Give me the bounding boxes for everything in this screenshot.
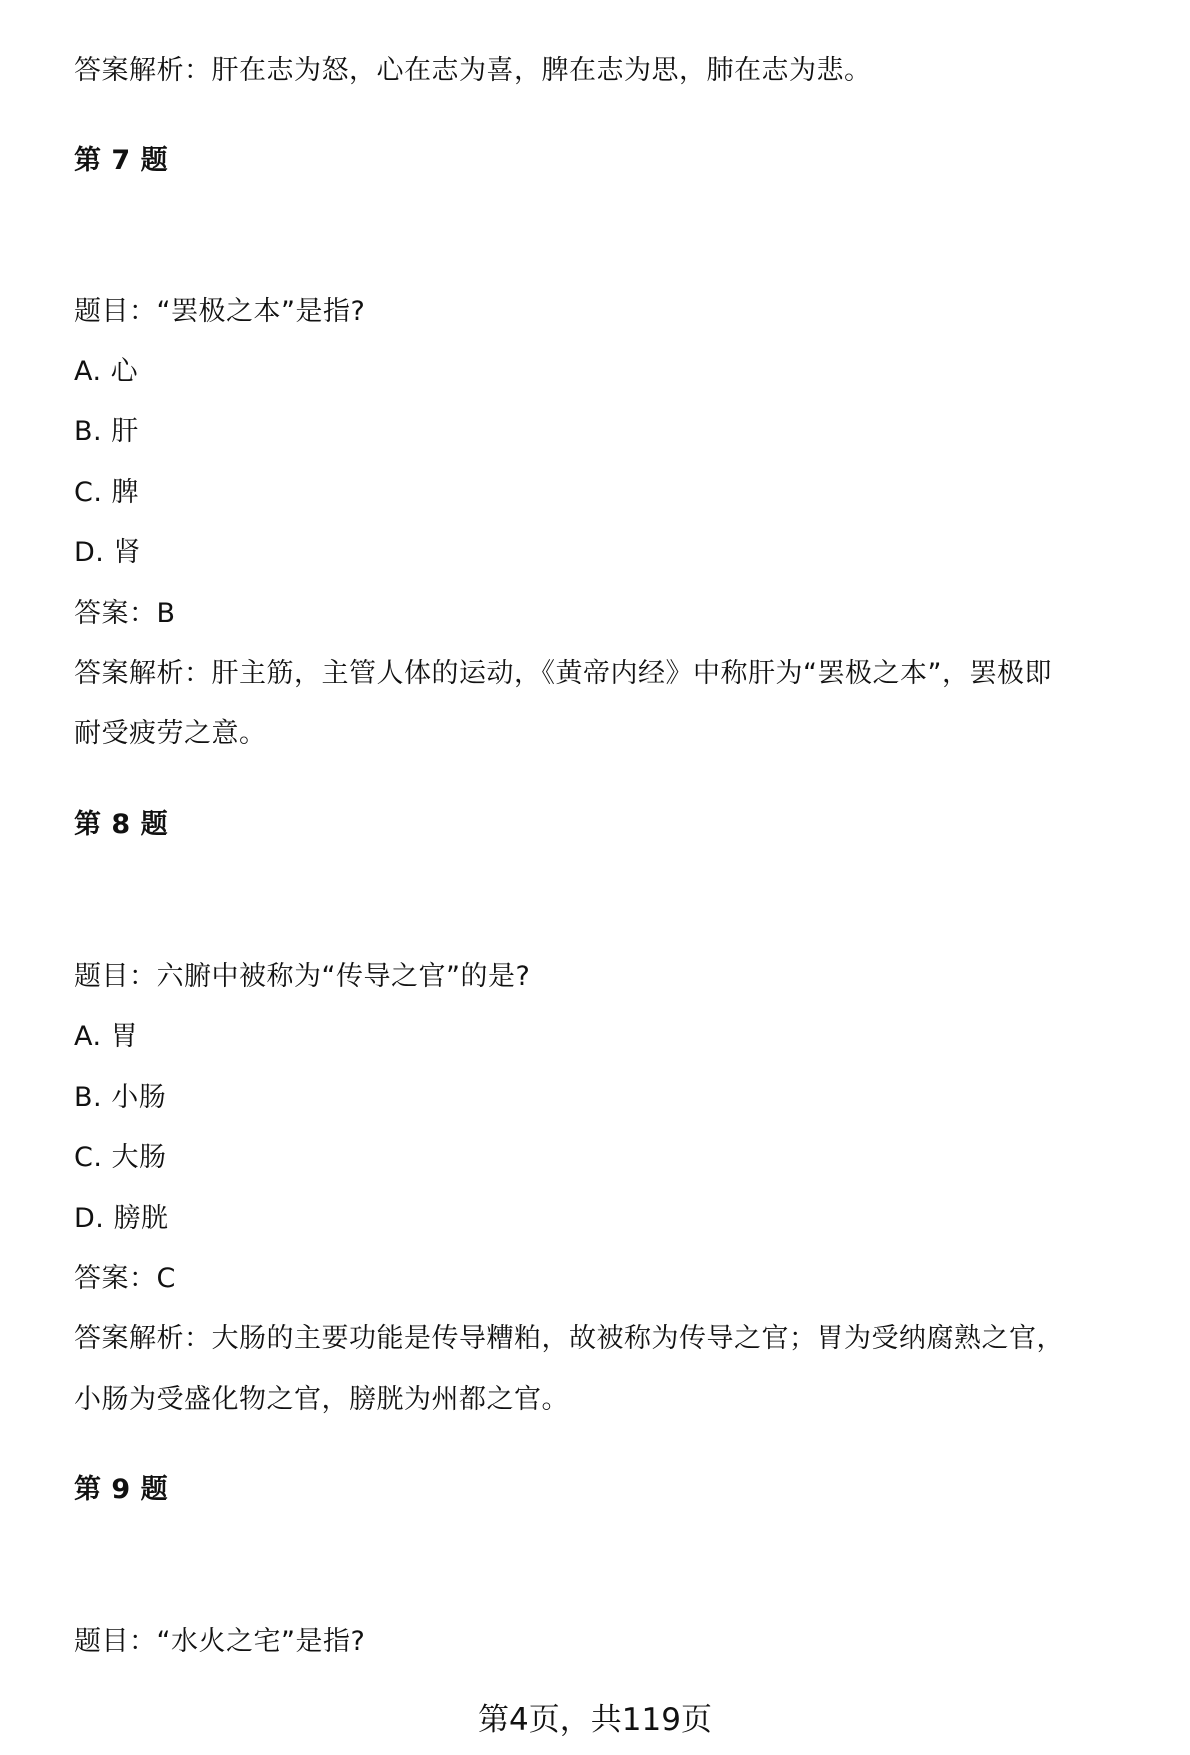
question-8-option-d: D. 膀胱 [74, 1203, 169, 1234]
question-7-answer: 答案：B [74, 598, 176, 629]
question-7-option-d: D. 肾 [74, 537, 141, 568]
question-8-explanation-line-1: 答案解析：大肠的主要功能是传导糟粕，故被称为传导之官；胃为受纳腐熟之官， [74, 1323, 1064, 1354]
question-9-heading: 第 9 题 [74, 1474, 169, 1505]
question-8-answer: 答案：C [74, 1263, 176, 1294]
page-indicator: 第4页，共119页 [478, 1702, 712, 1738]
question-7-text: 题目：“罢极之本”是指? [74, 296, 366, 327]
question-8-option-a: A. 胃 [74, 1021, 139, 1052]
question-8-heading: 第 8 题 [74, 809, 169, 840]
question-8-text: 题目：六腑中被称为“传导之官”的是? [74, 961, 531, 992]
previous-explanation: 答案解析：肝在志为怒，心在志为喜，脾在志为思，肺在志为悲。 [74, 55, 872, 86]
question-9-text: 题目：“水火之宅”是指? [74, 1626, 366, 1657]
question-7-option-c: C. 脾 [74, 477, 140, 508]
question-7-heading: 第 7 题 [74, 145, 169, 176]
question-8-option-b: B. 小肠 [74, 1082, 167, 1113]
question-7-option-b: B. 肝 [74, 416, 139, 447]
question-7-option-a: A. 心 [74, 356, 139, 387]
question-7-explanation-line-1: 答案解析：肝主筋，主管人体的运动，《黄帝内经》中称肝为“罢极之本”，罢极即 [74, 658, 1052, 689]
question-7-explanation-line-2: 耐受疲劳之意。 [74, 718, 267, 749]
question-8-option-c: C. 大肠 [74, 1142, 167, 1173]
question-8-explanation-line-2: 小肠为受盛化物之官，膀胱为州都之官。 [74, 1384, 569, 1415]
